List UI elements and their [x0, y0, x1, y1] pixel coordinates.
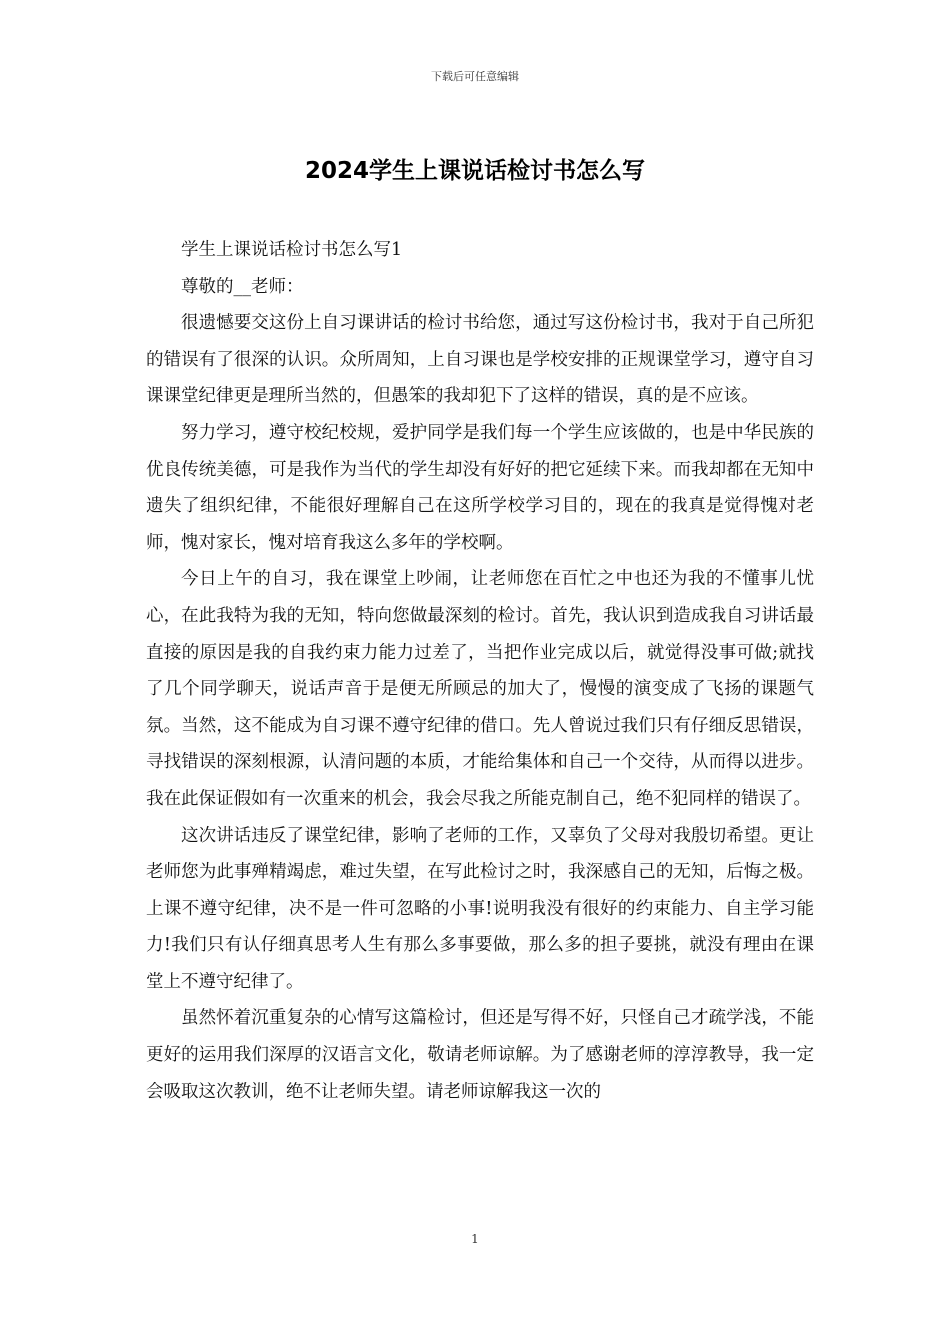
paragraph: 这次讲话违反了课堂纪律，影响了老师的工作，又辜负了父母对我殷切希望。更让老师您为此事殚精竭虑，难过失望，在写此检讨之时，我深感自己的无知，后悔之极。上课不遵守纪律，决不是一件可忽略的小事!说明我没有很好的约束能力、自主学习能力!我们只有认仔细真思考人生有那么多事要做，那么多的担子要挑，就没有理由在课堂上不遵守纪律了。 — [146, 825, 814, 992]
page-number: 1 — [471, 1232, 479, 1246]
paragraph: 很遗憾要交这份上自习课讲话的检讨书给您，通过写这份检讨书，我对于自己所犯的错误有了很深的认识。众所周知，上自习课也是学校安排的正规课堂学习，遵守自习课课堂纪律更是理所当然的，但愚笨的我却犯下了这样的错误，真的是不应该。 — [146, 313, 814, 407]
document-title: 2024学生上课说话检讨书怎么写 — [304, 158, 645, 184]
paragraph: 努力学习，遵守校纪校规，爱护同学是我们每一个学生应该做的，也是中华民族的优良传统美德，可是我作为当代的学生却没有好好的把它延续下来。而我却都在无知中遗失了组织纪律，不能很好理解自己在这所学校学习目的，现在的我真是觉得愧对老师，愧对家长，愧对培育我这么多年的学校啊。 — [146, 422, 814, 553]
paragraph: 虽然怀着沉重复杂的心情写这篇检讨，但还是写得不好，只怪自己才疏学浅，不能更好的运用我们深厚的汉语言文化，敬请老师谅解。为了感谢老师的淳淳教导，我一定会吸取这次教训，绝不让老师失望。请老师谅解我这一次的 — [146, 1008, 814, 1102]
paragraph-salutation: 尊敬的__老师： — [181, 276, 304, 297]
page-header-note: 下载后可任意编辑 — [431, 70, 519, 83]
document-body — [146, 232, 814, 1110]
paragraph-subtitle: 学生上课说话检讨书怎么写1 — [181, 240, 403, 260]
paragraph: 今日上午的自习，我在课堂上吵闹，让老师您在百忙之中也还为我的不懂事儿忧心，在此我特为我的无知，特向您做最深刻的检讨。首先，我认识到造成我自习讲话最直接的原因是我的自我约束力能力过差了，当把作业完成以后，就觉得没事可做;就找了几个同学聊天，说话声音于是便无所顾忌的加大了，慢慢的演变成了飞扬的课题气氛。当然，这不能成为自习课不遵守纪律的借口。先人曾说过我们只有仔细反思错误，寻找错误的深刻根源，认清问题的本质，才能给集体和自己一个交待，从而得以进步。我在此保证假如有一次重来的机会，我会尽我之所能克制自己，绝不犯同样的错误了。 — [146, 569, 814, 809]
